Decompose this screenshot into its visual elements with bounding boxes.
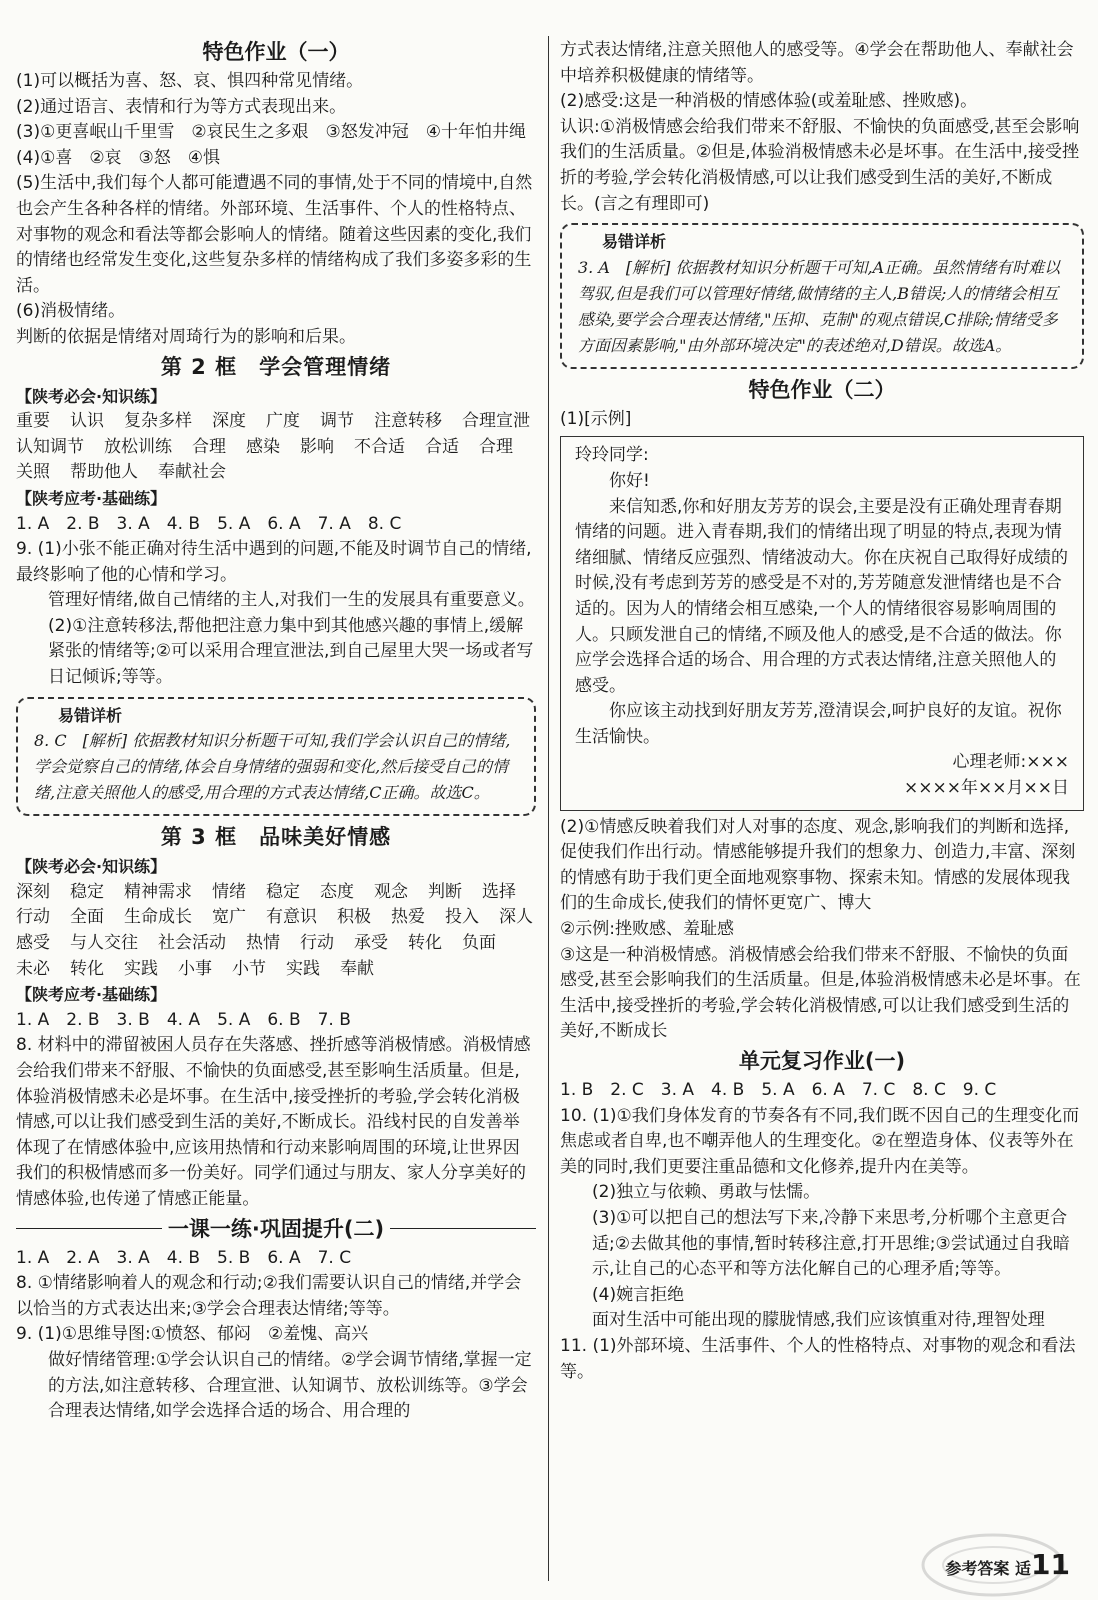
keyword: 行动 bbox=[16, 907, 50, 928]
keyword: 感染 bbox=[246, 436, 280, 457]
answer-line: 做好情绪管理:①学会认识自己的情绪。②学会调节情绪,掌握一定的方法,如注意转移、合理宣泄、认知调节、放松训练等。③学会合理表达情绪,如学会选择合适的场合、用合理的 bbox=[48, 1349, 532, 1422]
exercise-tag: 【陕考必会·知识练】 bbox=[16, 386, 167, 406]
letter-signature: 心理老师:××× bbox=[952, 752, 1069, 773]
answer-line: (6)消极情绪。 bbox=[16, 301, 126, 322]
keyword: 热爱 bbox=[391, 907, 425, 928]
keyword: 小事 bbox=[178, 958, 212, 979]
keyword: 合适 bbox=[425, 436, 459, 457]
keyword: 影响 bbox=[300, 436, 334, 457]
keyword: 认知调节 bbox=[16, 436, 84, 457]
sample-letter bbox=[560, 436, 1084, 810]
keyword-list bbox=[16, 409, 536, 486]
answer-line: (1)可以概括为喜、怒、哀、惧四种常见情绪。 bbox=[16, 71, 364, 91]
footer-mark: 适 bbox=[1015, 1559, 1032, 1579]
left-column bbox=[16, 36, 536, 1425]
letter-paragraph: 来信知悉,你和好朋友芳芳的误会,主要是没有正确处理青春期情绪的问题。进入青春期,我们的情绪出现了明显的特点,表现为情绪细腻、情绪反应强烈、情绪波动大。你在庆祝自己取得好成绩的时候,没有考虑到芳芳的感受是不对的,芳芳随意发泄情绪也是不合适的。因为人的情绪会相互感染,一个人的情绪很容易影响周围的人。只顾发泄自己的情绪,不顾及他人的感受,是不合适的做法。你应学会选择合适的场合、用合理的方式表达情绪,注意关照他人的感受。 bbox=[575, 496, 1068, 696]
answer-line: 方式表达情绪,注意关照他人的感受等。④学会在帮助他人、奉献社会中培养积极健康的情绪等。 bbox=[560, 40, 1074, 86]
error-analysis-box bbox=[560, 223, 1084, 369]
answer-line: (4)①喜 ②哀 ③怒 ④惧 bbox=[16, 147, 221, 168]
answer-line: (2)独立与依赖、勇敢与怯懦。 bbox=[592, 1182, 821, 1203]
keyword: 积极 bbox=[337, 907, 371, 928]
letter-salutation: 玲玲同学: bbox=[575, 445, 649, 466]
keyword: 全面 bbox=[70, 907, 104, 928]
keyword: 认识 bbox=[70, 411, 104, 432]
keyword: 合理 bbox=[192, 436, 226, 457]
right-column bbox=[560, 38, 1084, 1385]
page-footer bbox=[945, 1548, 1070, 1582]
keyword: 选择 bbox=[482, 881, 516, 902]
answer-line: (5)生活中,我们每个人都可能遭遇不同的事情,处于不同的情境中,自然也会产生各种各样的情绪。外部环境、生活事件、个人的性格特点、对事物的观念和看法等都会影响人的情绪。随着这些因素的变化,我们的情绪也经常发生变化,这些复杂多样的情绪构成了我们多姿多彩的生活。 bbox=[16, 173, 533, 296]
keyword: 深人 bbox=[499, 907, 533, 928]
answer-line: (2)感受:这是一种消极的情感体验(或羞耻感、挫败感)。 bbox=[560, 91, 978, 112]
answer-line: (4)婉言拒绝 bbox=[592, 1284, 685, 1305]
answer-line: 管理好情绪,做自己情绪的主人,对我们一生的发展具有重要意义。 bbox=[48, 590, 535, 611]
keyword: 感受 bbox=[16, 933, 50, 954]
letter-greeting: 你好! bbox=[609, 470, 650, 491]
keyword: 放松训练 bbox=[104, 436, 172, 457]
keyword: 态度 bbox=[320, 881, 354, 902]
keyword: 复杂多样 bbox=[124, 411, 192, 432]
keyword: 行动 bbox=[300, 933, 334, 954]
answer-line: 认识:①消极情感会给我们带来不舒服、不愉快的负面感受,甚至会影响我们的生活质量。②但是,体验消极情感未必是坏事。在生活中,接受挫折的考验,学会转化消极情感,可以让我们感受到生活的美好,不断成长。(言之有理即可) bbox=[560, 116, 1080, 214]
answer-line: (2)①情感反映着我们对人对事的态度、观念,影响我们的判断和选择,促使我们作出行动。情感能够提升我们的想象力、创造力,丰富、深刻的情感有助于我们更全面地观察事物、探索未知。情感的发展体现我们的生命成长,使我们的情怀更宽广、博大 bbox=[560, 816, 1076, 914]
keyword: 关照 bbox=[16, 462, 50, 483]
section-heading: 单元复习作业(一) bbox=[738, 1049, 906, 1073]
answer-line: 判断的依据是情绪对周琦行为的影响和后果。 bbox=[16, 326, 356, 347]
answer-line: 10. (1)①我们身体发育的节奏各有不同,我们既不因自己的生理变化而焦虑或者自卑,也不嘲弄他人的生理变化。②在塑造身体、仪表等外在美的同时,我们更要注重品德和文化修养,提升内在美等。 bbox=[560, 1105, 1080, 1177]
section-heading-text: 一课一练·巩固提升(二) bbox=[167, 1216, 385, 1241]
section-heading: 第 3 框 品味美好情感 bbox=[160, 825, 392, 850]
answer-line: (3)①更喜岷山千里雪 ②哀民生之多艰 ③怒发冲冠 ④十年怕井绳 bbox=[16, 122, 527, 143]
letter-date: ××××年××月××日 bbox=[904, 778, 1069, 799]
box-title: 易错详析 bbox=[58, 705, 123, 725]
keyword: 稳定 bbox=[70, 881, 104, 902]
answer-line: 面对生活中可能出现的朦胧情感,我们应该慎重对待,理智处理 bbox=[592, 1310, 1045, 1331]
exercise-tag: 【陕考必会·知识练】 bbox=[16, 857, 167, 877]
keyword: 精神需求 bbox=[124, 881, 192, 902]
keyword: 实践 bbox=[124, 958, 158, 979]
keyword: 合理 bbox=[479, 436, 513, 457]
keyword: 稳定 bbox=[266, 881, 300, 902]
section-heading: 第 2 框 学会管理情绪 bbox=[160, 354, 392, 379]
keyword: 判断 bbox=[428, 881, 462, 902]
keyword: 宽广 bbox=[212, 907, 246, 928]
keyword: 与人交往 bbox=[70, 933, 138, 954]
answer-line: (2)通过语言、表情和行为等方式表现出来。 bbox=[16, 96, 347, 117]
answer-line: 9. (1)①思维导图:①愤怒、郁闷 ②羞愧、高兴 bbox=[16, 1324, 369, 1345]
keyword: 调节 bbox=[320, 411, 354, 432]
keyword: 深刻 bbox=[16, 881, 50, 902]
keyword: 小节 bbox=[232, 958, 266, 979]
answer-line: ③这是一种消极情感。消极情感会给我们带来不舒服、不愉快的负面感受,甚至会影响我们的生活质量。但是,体验消极情感未必是坏事。在生活中,接受挫折的考验,学会转化消极情感,可以让我们感受到生活的美好,不断成长 bbox=[560, 944, 1081, 1042]
column-divider bbox=[548, 36, 549, 1581]
answer-line: 11. (1)外部环境、生活事件、个人的性格特点、对事物的观念和看法等。 bbox=[560, 1335, 1076, 1382]
keyword: 观念 bbox=[374, 881, 408, 902]
footer-label: 参考答案 bbox=[945, 1559, 1010, 1579]
answer-line: ②示例:挫败感、羞耻感 bbox=[560, 919, 734, 940]
answer-line: 9. (1)小张不能正确对待生活中遇到的问题,不能及时调节自己的情绪,最终影响了他的心情和学习。 bbox=[16, 539, 532, 585]
keyword: 深度 bbox=[212, 411, 246, 432]
section-heading: 特色作业（二） bbox=[748, 377, 896, 402]
keyword: 负面 bbox=[462, 933, 496, 954]
box-body: 3. A [解析] 依据教材知识分析题干可知,A正确。虽然情绪有时难以驾驭,但是我们可以管理好情绪,做情绪的主人,B错误;人的情绪会相互感染,要学会合理表达情绪,"压抑、克制"的观点错误,C排除;情绪受多方面因素影响,"由外部环境决定"的表述绝对,D错误。故选A。 bbox=[578, 257, 1061, 355]
choice-answers: 1. A 2. A 3. A 4. B 5. B 6. A 7. C bbox=[16, 1247, 352, 1268]
answer-block bbox=[16, 69, 536, 351]
page-number: 11 bbox=[1031, 1548, 1070, 1582]
keyword-list bbox=[16, 880, 536, 982]
example-label: (1)[示例] bbox=[560, 408, 632, 429]
keyword: 生命成长 bbox=[124, 907, 192, 928]
box-body: 8. C [解析] 依据教材知识分析题干可知,我们学会认识自己的情绪,学会觉察自己的情绪,体会自身情绪的强弱和变化,然后接受自己的情绪,注意关照他人的感受,用合理的方式表达情绪,C正确。故选C。 bbox=[34, 731, 511, 803]
keyword: 实践 bbox=[286, 958, 320, 979]
keyword: 社会活动 bbox=[158, 933, 226, 954]
keyword: 热情 bbox=[246, 933, 280, 954]
answer-line: (3)①可以把自己的想法写下来,冷静下来思考,分析哪个主意更合适;②去做其他的事情,暂时转移注意,打开思维;③尝试通过自我暗示,让自己的心态平和等方法化解自己的心理矛盾;等等。 bbox=[592, 1207, 1070, 1280]
exercise-tag: 【陕考应考·基础练】 bbox=[16, 985, 167, 1005]
keyword: 转化 bbox=[408, 933, 442, 954]
keyword: 奉献 bbox=[340, 958, 374, 979]
error-analysis-box bbox=[16, 697, 536, 817]
keyword: 帮助他人 bbox=[70, 462, 138, 483]
keyword: 注意转移 bbox=[374, 411, 442, 432]
keyword: 不合适 bbox=[354, 436, 405, 457]
choice-answers: 1. A 2. B 3. B 4. A 5. A 6. B 7. B bbox=[16, 1009, 351, 1030]
answer-line: 8. ①情绪影响着人的观念和行动;②我们需要认识自己的情绪,并学会以恰当的方式表达出来;③学会合理表达情绪;等等。 bbox=[16, 1273, 522, 1319]
keyword: 广度 bbox=[266, 411, 300, 432]
choice-answers: 1. A 2. B 3. A 4. B 5. A 6. A 7. A 8. C bbox=[16, 513, 402, 534]
keyword: 有意识 bbox=[266, 907, 317, 928]
keyword: 投入 bbox=[445, 907, 479, 928]
keyword: 未必 bbox=[16, 958, 50, 979]
section-heading: 特色作业（一） bbox=[202, 40, 350, 64]
exercise-tag: 【陕考应考·基础练】 bbox=[16, 488, 167, 508]
keyword: 转化 bbox=[70, 958, 104, 979]
section-heading bbox=[16, 1214, 536, 1244]
answer-line: (2)①注意转移法,帮他把注意力集中到其他感兴趣的事情上,缓解紧张的情绪等;②可以采用合理宣泄法,到自己屋里大哭一场或者写日记倾诉;等等。 bbox=[48, 615, 534, 688]
keyword: 重要 bbox=[16, 411, 50, 432]
keyword: 奉献社会 bbox=[158, 462, 226, 483]
keyword: 情绪 bbox=[212, 881, 246, 902]
letter-paragraph: 你应该主动找到好朋友芳芳,澄清误会,呵护良好的友谊。祝你生活愉快。 bbox=[575, 701, 1062, 747]
box-title: 易错详析 bbox=[602, 232, 667, 252]
keyword: 合理宣泄 bbox=[462, 411, 530, 432]
answer-line: 8. 材料中的滞留被困人员存在失落感、挫折感等消极情感。消极情感会给我们带来不舒服、不愉快的负面感受,甚至影响生活质量。但是,体验消极情感未必是坏事。在生活中,接受挫折的考验,学会转化消极情感,可以让我们感受到生活的美好,不断成长。沿线村民的自发善举体现了在情感体验中,应该用热情和行动来影响周围的环境,让世界因我们的积极情感而多一份美好。同学们通过与朋友、家人分享美好的情感体验,也传递了情感正能量。 bbox=[16, 1035, 531, 1209]
choice-answers: 1. B 2. C 3. A 4. B 5. A 6. A 7. C 8. C 9. C bbox=[560, 1080, 997, 1100]
keyword: 承受 bbox=[354, 933, 388, 954]
